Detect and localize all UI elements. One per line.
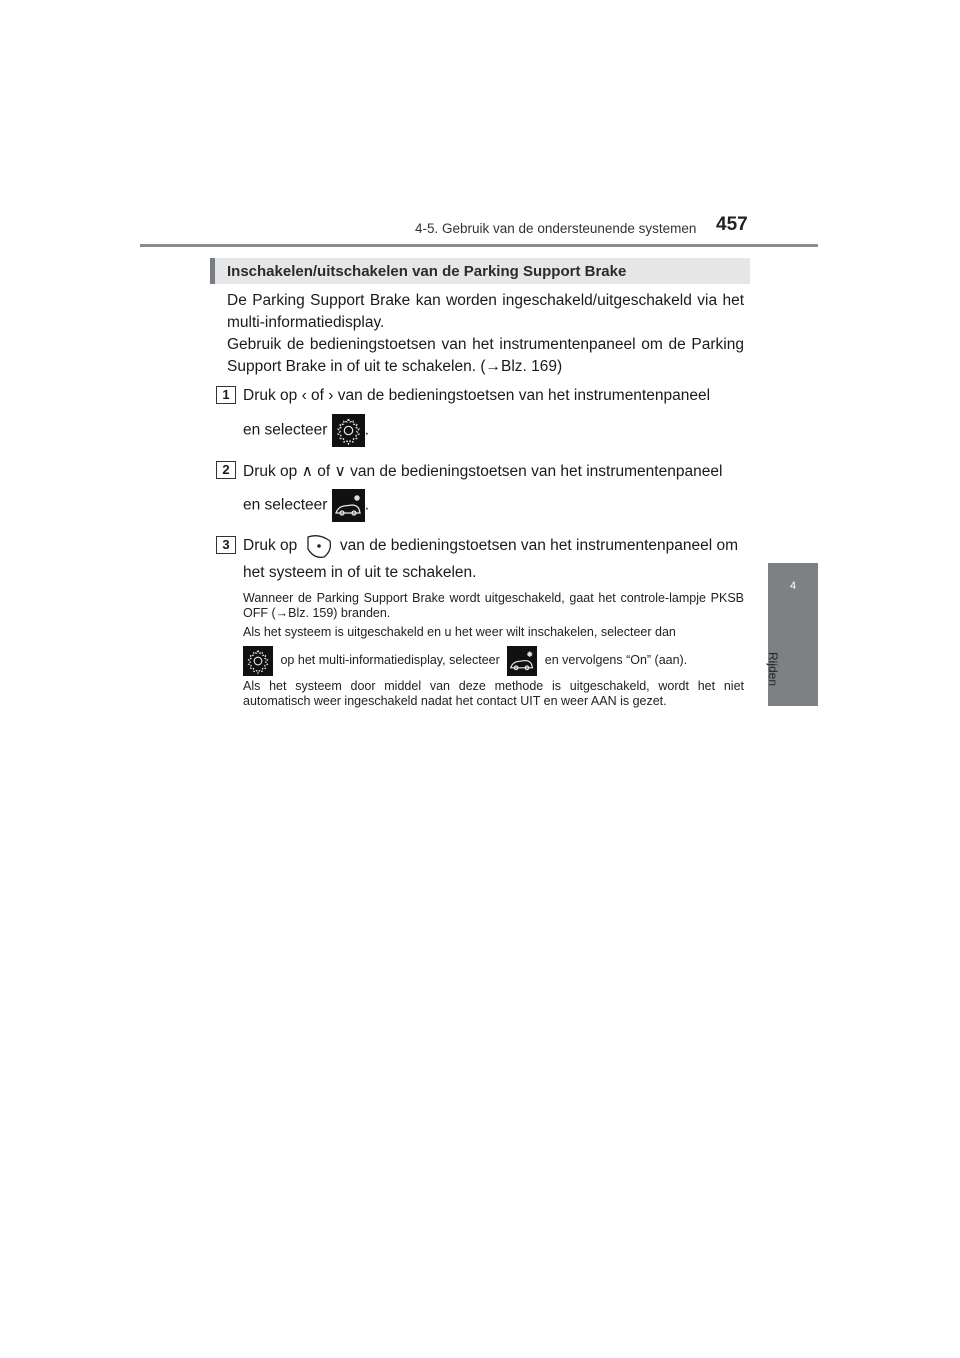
note-2: Als het systeem is uitgeschakeld en u het weer wilt inschakelen, selecteer dan: [243, 625, 676, 639]
page-number: 457: [716, 214, 748, 235]
section-title: Inschakelen/uitschakelen van de Parking Support Brake: [227, 263, 627, 280]
note-3-middle: op het multi-informatiedisplay, selecteer: [280, 653, 500, 668]
chapter-number: 4: [789, 580, 797, 592]
gear-icon: [332, 414, 365, 447]
step-1-number: 1: [216, 386, 236, 404]
note-3: [243, 646, 744, 676]
header-divider: [140, 244, 818, 247]
step-3-line-1: [243, 531, 744, 561]
note-1: Wanneer de Parking Support Brake wordt uitgeschakeld, gaat het controle-lampje PKSB OFF (→Blz. 159) branden.: [243, 591, 744, 620]
step-3-number: 3: [216, 536, 236, 554]
note-3-end: en vervolgens “On” (aan).: [544, 653, 688, 668]
step-3-prefix: Druk op: [243, 537, 298, 555]
chapter-label: Rijden: [766, 652, 780, 687]
gear-icon: [243, 646, 273, 676]
parking-support-brake-icon: [507, 646, 537, 676]
step-2-number: 2: [216, 461, 236, 479]
step-1-suffix: .: [364, 421, 370, 439]
parking-support-brake-icon: [332, 489, 365, 522]
section-title-bar: [210, 258, 750, 284]
intro-paragraph-1: De Parking Support Brake kan worden ingeschakeld/uitgeschakeld via het multi-informatiedisplay.: [227, 292, 744, 331]
step-1-line-1: Druk op ‹ of › van de bedieningstoetsen van het instrumentenpaneel: [243, 387, 711, 404]
step-2-suffix: .: [364, 496, 370, 514]
intro-paragraph-2: Gebruik de bedieningstoetsen van het instrumentenpaneel om de Parking Support Brake in of uit te schakelen. (→Blz. 169): [227, 336, 744, 375]
note-4: Als het systeem door middel van deze methode is uitgeschakeld, wordt het niet automatisch weer ingeschakeld nadat het contact UIT en weer AAN is gezet.: [243, 679, 744, 708]
step-2-prefix: en selecteer: [243, 496, 328, 514]
step-3-suffix: van de bedieningstoetsen van het instrumentenpaneel om: [339, 537, 739, 555]
enter-button-icon: [302, 531, 336, 561]
step-1-prefix: en selecteer: [243, 421, 328, 439]
step-2-line-2: [243, 489, 443, 522]
step-3-line-2: het systeem in of uit te schakelen.: [243, 564, 477, 581]
section-header: 4-5. Gebruik van de ondersteunende systemen: [415, 221, 697, 236]
step-2-line-1: Druk op ∧ of ∨ van de bedieningstoetsen van het instrumentenpaneel: [243, 463, 723, 480]
step-1-line-2: [243, 414, 443, 447]
